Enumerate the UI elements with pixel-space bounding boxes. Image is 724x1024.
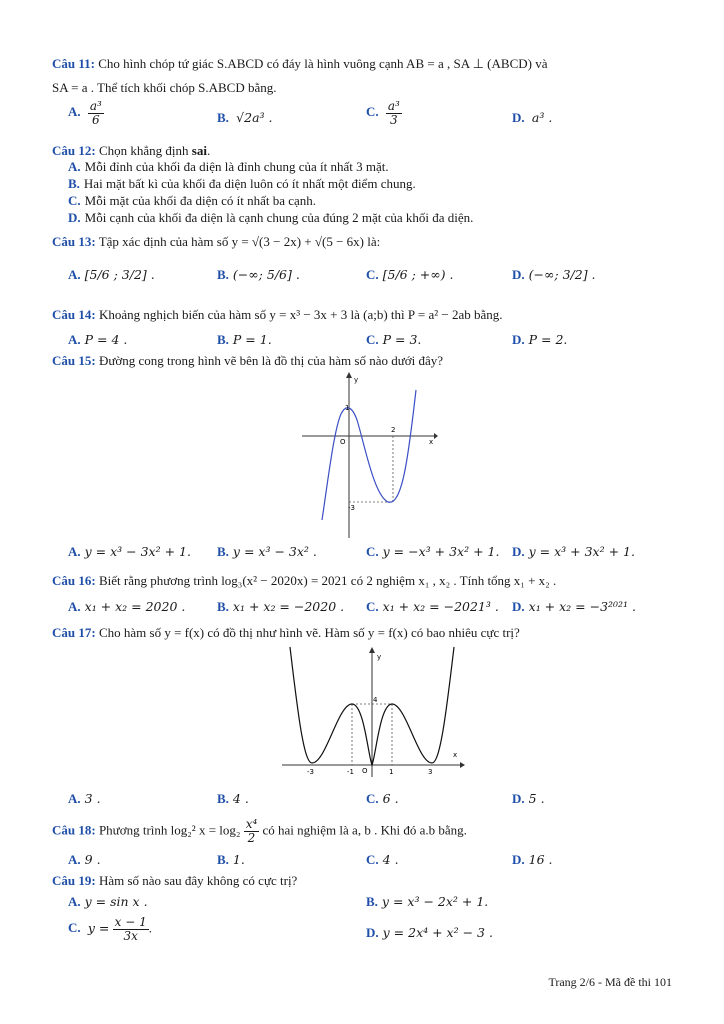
origin-label: O bbox=[362, 767, 368, 775]
option-label: C. bbox=[68, 193, 81, 208]
option-text: Mỗi mặt của khối đa diện có ít nhất ba cạnh. bbox=[84, 193, 317, 208]
q17-graph bbox=[278, 645, 468, 780]
option-label: D. bbox=[512, 332, 525, 347]
option-value: P = 1. bbox=[232, 332, 272, 347]
q15-graph bbox=[298, 370, 438, 540]
question-label: Câu 11: bbox=[52, 56, 95, 71]
option-value: x₁ + x₂ = −3²⁰²¹ . bbox=[528, 599, 637, 614]
question-text: Chọn khẳng định bbox=[98, 143, 189, 158]
fraction bbox=[113, 916, 149, 943]
question-text: SA = a . Thể tích khối chóp S.ABCD bằng. bbox=[52, 80, 277, 95]
fraction bbox=[88, 100, 104, 127]
option-label: B. bbox=[68, 176, 80, 191]
denominator: 2 bbox=[247, 831, 256, 845]
option-label: C. bbox=[366, 852, 379, 867]
option-value: P = 3. bbox=[382, 332, 422, 347]
x-axis-arrow bbox=[434, 433, 438, 439]
option-label: C. bbox=[68, 920, 81, 936]
question-text: Cho hàm số y = f(x) có đồ thị như hình vẽ. Hàm số y = f(x) có bao nhiêu cực trị? bbox=[98, 625, 520, 640]
option-value: x₁ + x₂ = −2021³ . bbox=[382, 599, 499, 614]
q15-option-b[interactable] bbox=[217, 543, 317, 560]
option-label: D. bbox=[68, 210, 81, 225]
q17-option-b[interactable] bbox=[217, 790, 249, 807]
q15-option-a[interactable] bbox=[68, 543, 191, 560]
question-19 bbox=[52, 872, 672, 889]
numerator: a³ bbox=[89, 99, 102, 113]
question-text: có hai nghiệm là a, b . Khi đó a.b bằng. bbox=[262, 822, 467, 838]
question-14 bbox=[52, 306, 672, 323]
question-label: Câu 19: bbox=[52, 873, 96, 888]
question-11 bbox=[52, 55, 672, 72]
question-11-line2 bbox=[52, 79, 672, 96]
option-value: P = 4 . bbox=[84, 332, 128, 347]
numerator: x⁴ bbox=[245, 817, 258, 831]
option-value: √2a³ . bbox=[236, 110, 273, 125]
option-label: A. bbox=[68, 852, 81, 867]
denominator: 3x bbox=[123, 929, 138, 943]
tick-label: 1 bbox=[345, 404, 350, 412]
option-label: A. bbox=[68, 332, 81, 347]
q16-option-c[interactable] bbox=[366, 598, 499, 615]
option-label: A. bbox=[68, 104, 81, 120]
option-label: D. bbox=[512, 110, 525, 125]
option-label: D. bbox=[512, 544, 525, 559]
q18-option-c[interactable] bbox=[366, 851, 399, 868]
q12-option-d[interactable] bbox=[68, 209, 473, 226]
tick-label: -3 bbox=[307, 768, 314, 776]
option-value: y = x³ − 3x² . bbox=[232, 544, 317, 559]
option-text: Mỗi cạnh của khối đa diện là cạnh chung của đúng 2 mặt của khối đa diện. bbox=[84, 210, 474, 225]
option-label: D. bbox=[512, 791, 525, 806]
tick-label: 4 bbox=[373, 696, 378, 704]
q14-option-c[interactable] bbox=[366, 331, 421, 348]
option-value: 6 . bbox=[382, 791, 399, 806]
tick-label: 2 bbox=[391, 426, 396, 434]
q12-option-b[interactable] bbox=[68, 175, 416, 192]
option-label: A. bbox=[68, 159, 81, 174]
option-label: A. bbox=[68, 894, 81, 909]
option-label: B. bbox=[366, 894, 378, 909]
option-label: B. bbox=[217, 332, 229, 347]
question-text: Biết rằng phương trình log₃(x² − 2020x) = 2021 có 2 nghiệm x₁ , x₂ . Tính tổng x₁ + x₂ . bbox=[98, 573, 557, 588]
q13-option-c[interactable] bbox=[366, 266, 454, 283]
option-label: B. bbox=[217, 852, 229, 867]
question-text: Đường cong trong hình vẽ bên là đồ thị của hàm số nào dưới đây? bbox=[98, 353, 444, 368]
q12-option-a[interactable] bbox=[68, 158, 389, 175]
question-text: Hàm số nào sau đây không có cực trị? bbox=[98, 873, 298, 888]
denominator: 6 bbox=[92, 113, 100, 127]
option-label: A. bbox=[68, 791, 81, 806]
q16-option-b[interactable] bbox=[217, 598, 344, 615]
option-value: 1. bbox=[232, 852, 245, 867]
question-label: Câu 16: bbox=[52, 573, 96, 588]
q15-option-c[interactable] bbox=[366, 543, 499, 560]
q17-option-c[interactable] bbox=[366, 790, 399, 807]
q16-option-d[interactable] bbox=[512, 598, 636, 615]
page-footer: Trang 2/6 - Mã đề thi 101 bbox=[548, 975, 672, 989]
q13-option-b[interactable] bbox=[217, 266, 300, 283]
option-label: C. bbox=[366, 267, 379, 282]
question-text: Khoảng nghịch biến của hàm số y = x³ − 3x + 3 là (a;b) thì P = a² − 2ab bằng. bbox=[98, 307, 503, 322]
q11-option-d[interactable] bbox=[512, 109, 552, 126]
q19-option-c[interactable] bbox=[68, 916, 152, 943]
q11-option-b[interactable] bbox=[217, 109, 273, 126]
question-text: Cho hình chóp tứ giác S.ABCD có đáy là hình vuông cạnh AB = a , SA ⊥ (ABCD) và bbox=[98, 56, 548, 71]
numerator: a³ bbox=[387, 99, 400, 113]
option-label: B. bbox=[217, 544, 229, 559]
option-value: y = x³ − 3x² + 1. bbox=[84, 544, 191, 559]
option-label: A. bbox=[68, 267, 81, 282]
option-value: 9 . bbox=[84, 852, 101, 867]
question-text: Phương trình log₂² x = log₂ bbox=[98, 822, 241, 838]
option-label: D. bbox=[512, 852, 525, 867]
q19-option-d[interactable] bbox=[366, 924, 493, 941]
option-value: y = x³ + 3x² + 1. bbox=[528, 544, 635, 559]
option-label: B. bbox=[217, 599, 229, 614]
y-label: y bbox=[354, 376, 359, 384]
question-label: Câu 13: bbox=[52, 234, 96, 249]
option-value: 16 . bbox=[528, 852, 553, 867]
option-value: y = bbox=[87, 920, 110, 936]
option-value: (−∞; 3/2] . bbox=[528, 267, 596, 282]
q14-option-d[interactable] bbox=[512, 331, 567, 348]
punctuation: . bbox=[148, 920, 152, 936]
q19-option-a[interactable] bbox=[68, 893, 148, 910]
denominator: 3 bbox=[390, 113, 398, 127]
question-label: Câu 18: bbox=[52, 822, 96, 838]
option-value: [5/6 ; +∞) . bbox=[382, 267, 454, 282]
option-value: (−∞; 5/6] . bbox=[232, 267, 300, 282]
emphasis-text: sai bbox=[191, 143, 207, 158]
q18-option-d[interactable] bbox=[512, 851, 553, 868]
option-label: C. bbox=[366, 104, 379, 120]
question-label: Câu 15: bbox=[52, 353, 96, 368]
option-value: a³ . bbox=[531, 110, 553, 125]
q13-option-d[interactable] bbox=[512, 266, 596, 283]
q11-option-a[interactable] bbox=[68, 100, 104, 127]
option-label: D. bbox=[512, 267, 525, 282]
option-label: A. bbox=[68, 544, 81, 559]
y-label: y bbox=[377, 653, 382, 661]
q12-option-c[interactable] bbox=[68, 192, 316, 209]
q17-option-a[interactable] bbox=[68, 790, 101, 807]
tick-label: 1 bbox=[389, 768, 394, 776]
option-value: x₁ + x₂ = 2020 . bbox=[84, 599, 186, 614]
q18-option-b[interactable] bbox=[217, 851, 245, 868]
option-value: 4 . bbox=[232, 791, 249, 806]
q17-option-d[interactable] bbox=[512, 790, 545, 807]
option-text: Mỗi đỉnh của khối đa diện là đỉnh chung của ít nhất 3 mặt. bbox=[84, 159, 389, 174]
curve bbox=[322, 390, 416, 520]
option-text: Hai mặt bất kì của khối đa diện luôn có ít nhất một điểm chung. bbox=[83, 176, 416, 191]
option-label: C. bbox=[366, 332, 379, 347]
tick-label: -1 bbox=[347, 768, 354, 776]
q18-option-a[interactable] bbox=[68, 851, 101, 868]
option-value: y = sin x . bbox=[84, 894, 148, 909]
punctuation: . bbox=[206, 143, 211, 158]
option-label: B. bbox=[217, 110, 229, 125]
option-label: C. bbox=[366, 599, 379, 614]
question-label: Câu 12: bbox=[52, 143, 96, 158]
option-value: x₁ + x₂ = −2020 . bbox=[232, 599, 345, 614]
q15-option-d[interactable] bbox=[512, 543, 635, 560]
option-label: A. bbox=[68, 599, 81, 614]
question-12 bbox=[52, 142, 672, 159]
option-label: B. bbox=[217, 267, 229, 282]
question-18 bbox=[52, 818, 672, 845]
x-label: x bbox=[453, 751, 458, 759]
fraction bbox=[244, 818, 260, 845]
question-label: Câu 14: bbox=[52, 307, 96, 322]
option-value: P = 2. bbox=[528, 332, 568, 347]
option-value: 3 . bbox=[84, 791, 101, 806]
option-label: C. bbox=[366, 544, 379, 559]
q16-option-a[interactable] bbox=[68, 598, 185, 615]
tick-label: -3 bbox=[348, 504, 355, 512]
origin-label: O bbox=[340, 438, 346, 446]
q19-option-b[interactable] bbox=[366, 893, 488, 910]
x-axis-arrow bbox=[460, 762, 465, 768]
q14-option-b[interactable] bbox=[217, 331, 272, 348]
option-value: y = −x³ + 3x² + 1. bbox=[382, 544, 500, 559]
fraction bbox=[386, 100, 402, 127]
q13-option-a[interactable] bbox=[68, 266, 155, 283]
x-label: x bbox=[429, 438, 434, 446]
question-15 bbox=[52, 352, 672, 369]
question-13 bbox=[52, 233, 672, 250]
option-value: 4 . bbox=[382, 852, 399, 867]
q14-option-a[interactable] bbox=[68, 331, 127, 348]
tick-label: 3 bbox=[428, 768, 433, 776]
question-16 bbox=[52, 572, 672, 589]
y-axis-arrow bbox=[346, 372, 352, 378]
option-label: D. bbox=[512, 599, 525, 614]
option-label: B. bbox=[217, 791, 229, 806]
option-value: [5/6 ; 3/2] . bbox=[84, 267, 155, 282]
option-label: D. bbox=[366, 925, 379, 940]
q11-option-c[interactable] bbox=[366, 100, 402, 127]
option-value: y = x³ − 2x² + 1. bbox=[381, 894, 489, 909]
option-value: 5 . bbox=[528, 791, 545, 806]
option-value: y = 2x⁴ + x² − 3 . bbox=[382, 925, 493, 940]
option-label: C. bbox=[366, 791, 379, 806]
y-axis-arrow bbox=[369, 647, 375, 653]
question-label: Câu 17: bbox=[52, 625, 96, 640]
question-17 bbox=[52, 624, 672, 641]
question-text: Tập xác định của hàm số y = √(3 − 2x) + √(5 − 6x) là: bbox=[98, 234, 381, 249]
numerator: x − 1 bbox=[114, 915, 147, 929]
